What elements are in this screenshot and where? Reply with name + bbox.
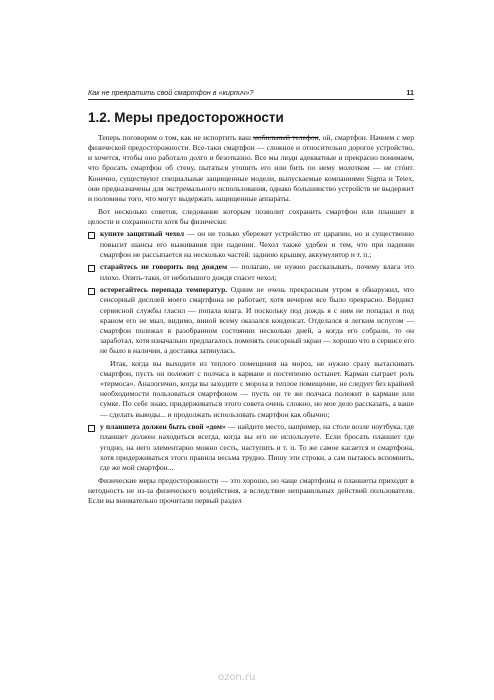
checkbox-bullet-icon — [88, 288, 95, 295]
tip-text: Одним не очень прекрасным утром я обнаружил, что сенсорный дисплей моего смартфона не работает, хотя вечером все было прекрасно. Вердикт сервисной службы гласил — попала влага. И поскольку под дождь я с ним не попадал и под краном его не мыл, видимо, виной всему оказался конденсат. Отделался я легким испугом — смартфон полежал в разобранном состоянии несколько дней, а когда его собрали, то он заработал, хотя изначально предлагалось поменять сенсорный экран — хорошо что в сервисе его не было в наличии, а доставка затянулась. — [100, 285, 414, 356]
tip-heading: у планшета должен быть свой «дом» — [100, 422, 226, 432]
running-header — [88, 88, 414, 97]
intro-text-end: , ой, смартфон. Начнем с мер физической предосторожности. Все-таки смартфон — сложное и относительно дорогое устройство, и хочется, чтобы оно работало долго и безотказно. Все мы люди адекватные и прекрасно понимаем, что бросать смартфон об стену, пытаться утопить его или бить по нему молотком — не стóит. Конечно, существуют специальные защищенные модели, выпускаемые компаниями Sigma и Teiex, они предназначены для экстремального использования, однако большинство устройств не выдержит и половины того, что могут выдержать защищенные аппараты. — [88, 133, 414, 203]
tip-heading: старайтесь не говорить под дождем — [100, 262, 228, 272]
closing-paragraph: Физические меры предосторожности — это хорошо, но чаще смартфоны и планшеты приходят в негодность не из-за физического воздействия, а вследствие неправильных действий пользователя. Если вы внимательно прочитали первый раздел — [88, 475, 414, 505]
checkbox-bullet-icon — [88, 232, 95, 239]
page-number: 11 — [406, 88, 414, 97]
list-item — [88, 285, 414, 356]
tip-heading: купите защитный чехол — [100, 229, 185, 239]
tip-text: — он не только убережет устройство от царапин, но и существенно повысит шансы его выживания при падении. Чехол также удобен и тем, что при падении смартфон не рассыпается на несколько частей: заднюю крышку, аккумулятор и т. п.; — [100, 229, 414, 259]
intro-paragraph — [88, 133, 414, 204]
tip-continuation: Итак, когда вы выходите из теплого помещения на мороз, не нужно сразу вытаскивать смартфон, пусть он полежит с полчаса в кармане и постепенно остынет. Карман сыграет роль «термоса». Аналогично, когда вы заходите с мороза в теплое помещение, не следует без крайней необходимости пользоваться смартфоном — пусть он те же полчаса полежит в кармане или сумке. По себе знаю, придерживаться этого совета очень сложно, но мое дело рассказать, а ваше — сделать выводы... и продолжать использовать смартфон как обычно; — [100, 358, 414, 419]
watermark: ozon.ru — [218, 672, 256, 683]
intro-text-start: Теперь поговорим о том, как не испортить ваш — [98, 133, 254, 142]
tip-text: — полагаю, не нужно рассказывать, почему влага это плохо. Опять-таки, от небольшого дождя спасет чехол; — [100, 262, 414, 282]
page-body — [88, 133, 414, 508]
list-item — [88, 229, 414, 259]
header-rule — [88, 99, 414, 100]
checkbox-bullet-icon — [88, 425, 95, 432]
struck-text: мобильный телефон — [253, 133, 319, 142]
tip-text: — найдите место, например, на столе возле ноутбука, где планшет должен находиться всегда, когда вы его не используете. Если бросать планшет где угодно, на него элементарно можно сесть, наступить и т. п. То же самое касается и смартфона, хотя придерживаться этого правила весьма трудно. Пишу эти строки, а сам пытаюсь вспомнить, где же мой смартфон... — [100, 422, 415, 472]
running-title: Как не превратить свой смартфон в «кирпич»? — [88, 88, 254, 97]
section-title: 1.2. Меры предосторожности — [88, 110, 284, 125]
list-item — [88, 422, 414, 473]
list-item — [88, 262, 414, 282]
checkbox-bullet-icon — [88, 265, 95, 272]
tips-intro-paragraph: Вот несколько советов, следование которым позволит сохранить смартфон или планшет в целости и сохранности хотя бы физически: — [88, 206, 414, 226]
tip-heading: остерегайтесь перепада температур. — [100, 285, 228, 295]
